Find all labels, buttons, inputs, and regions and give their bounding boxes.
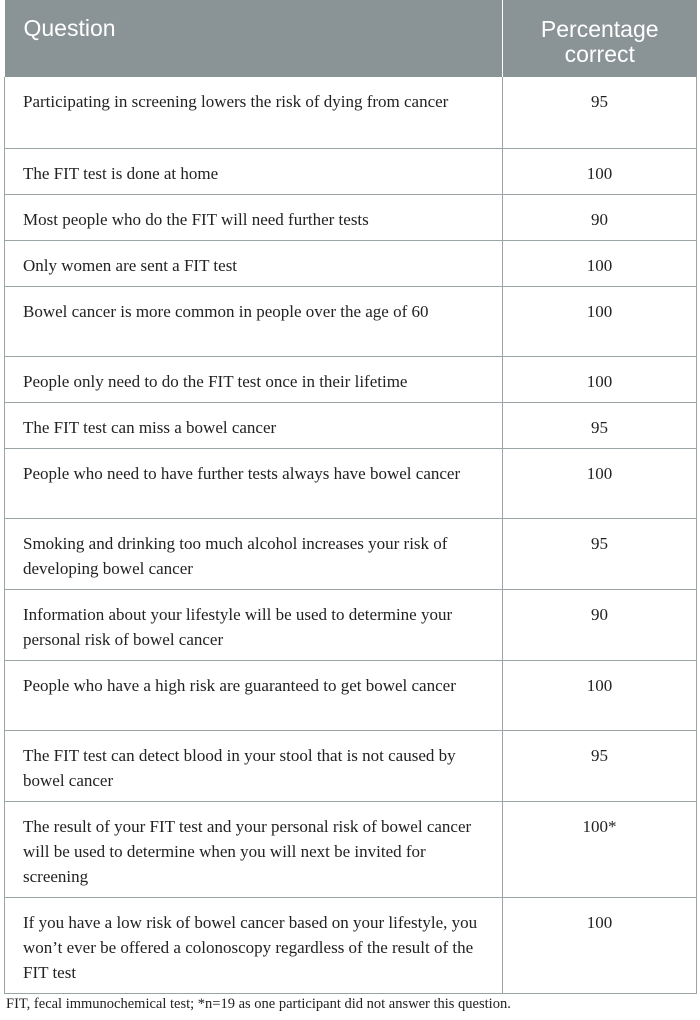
table-row [5, 660, 697, 730]
percentage-cell: 100 [503, 148, 697, 194]
percentage-cell: 100 [503, 286, 697, 356]
question-cell: The result of your FIT test and your personal risk of bowel cancer will be used to determine when you will next be invited for screening [5, 801, 503, 897]
percentage-cell: 90 [503, 589, 697, 660]
table-row [5, 402, 697, 448]
table-row [5, 77, 697, 148]
question-cell: The FIT test is done at home [5, 148, 503, 194]
percentage-cell: 100 [503, 660, 697, 730]
question-cell: Most people who do the FIT will need further tests [5, 194, 503, 240]
header-question: Question [5, 0, 503, 77]
table-row [5, 286, 697, 356]
percentage-cell: 95 [503, 518, 697, 589]
question-cell: People who have a high risk are guaranteed to get bowel cancer [5, 660, 503, 730]
question-cell: Bowel cancer is more common in people over the age of 60 [5, 286, 503, 356]
percentage-cell: 90 [503, 194, 697, 240]
results-table-container [4, 0, 696, 994]
table-row [5, 194, 697, 240]
header-row [5, 0, 697, 77]
question-cell: Only women are sent a FIT test [5, 240, 503, 286]
percentage-cell: 100 [503, 448, 697, 518]
table-footnote: FIT, fecal immunochemical test; *n=19 as one participant did not answer this question. [6, 996, 511, 1012]
percentage-cell: 100 [503, 897, 697, 993]
table-row [5, 148, 697, 194]
percentage-cell: 95 [503, 402, 697, 448]
question-cell: The FIT test can detect blood in your stool that is not caused by bowel cancer [5, 730, 503, 801]
percentage-cell: 100 [503, 356, 697, 402]
question-cell: People who need to have further tests always have bowel cancer [5, 448, 503, 518]
percentage-cell: 100* [503, 801, 697, 897]
question-cell: People only need to do the FIT test once in their lifetime [5, 356, 503, 402]
percentage-cell: 95 [503, 77, 697, 148]
table-header [5, 0, 697, 77]
table-row [5, 240, 697, 286]
question-cell: Smoking and drinking too much alcohol increases your risk of developing bowel cancer [5, 518, 503, 589]
table-row [5, 897, 697, 993]
question-cell: If you have a low risk of bowel cancer based on your lifestyle, you won’t ever be offered a colonoscopy regardless of the result of the FIT test [5, 897, 503, 993]
percentage-cell: 95 [503, 730, 697, 801]
table-row [5, 589, 697, 660]
results-table [4, 0, 697, 994]
table-row [5, 801, 697, 897]
table-row [5, 730, 697, 801]
question-cell: Participating in screening lowers the risk of dying from cancer [5, 77, 503, 148]
question-cell: The FIT test can miss a bowel cancer [5, 402, 503, 448]
header-percentage-correct: Percentage correct [503, 0, 697, 77]
table-row [5, 448, 697, 518]
percentage-cell: 100 [503, 240, 697, 286]
table-body [5, 77, 697, 993]
table-row [5, 356, 697, 402]
question-cell: Information about your lifestyle will be used to determine your personal risk of bowel cancer [5, 589, 503, 660]
table-row [5, 518, 697, 589]
